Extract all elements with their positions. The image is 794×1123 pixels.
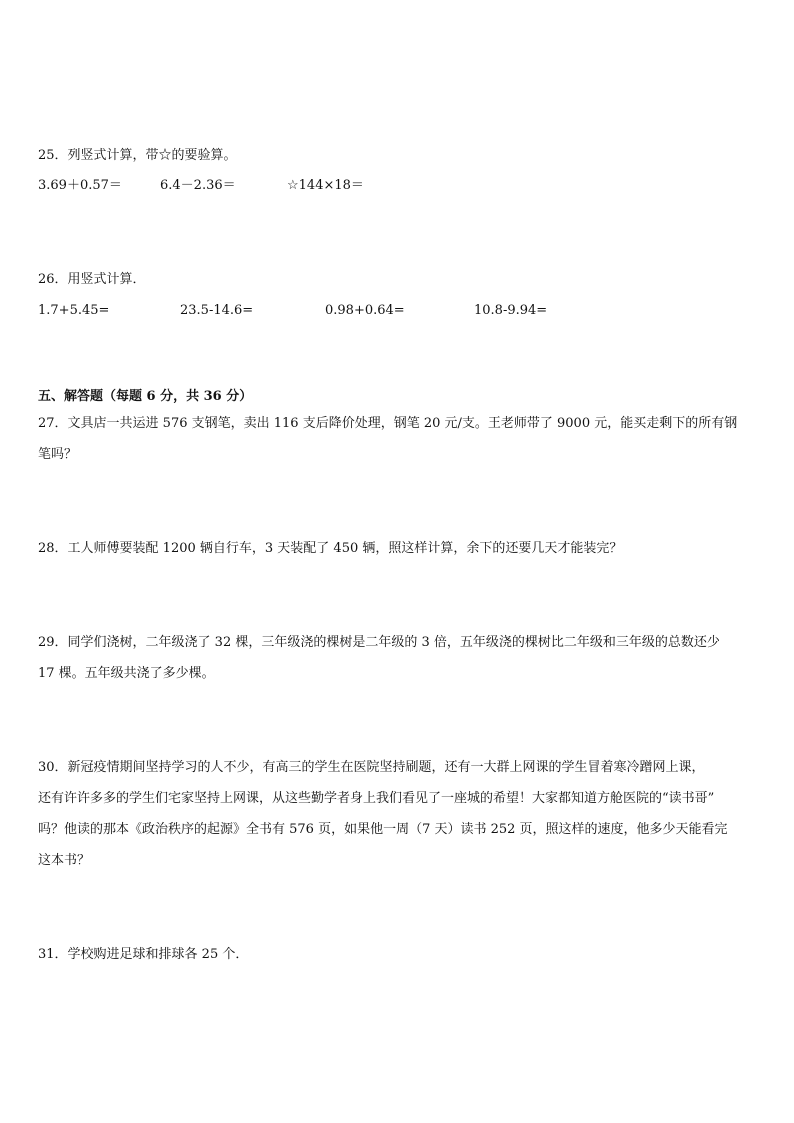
q30-line-1: 30．新冠疫情期间坚持学习的人不少，有高三的学生在医院坚持刷题，还有一大群上网课的学生冒着寒冷蹭网上课， [38,760,705,775]
q26-item-4: 10.8-9.94= [474,303,548,318]
q25-item-3: ☆144×18＝ [287,178,364,193]
q29-line-1: 29．同学们浇树，二年级浇了 32 棵，三年级浇的棵树是二年级的 3 倍，五年级浇的棵树比二年级和三年级的总数还少 [38,635,720,650]
q25-title: 25．列竖式计算，带☆的要验算。 [38,148,237,163]
q28-line-1: 28．工人师傅要装配 1200 辆自行车，3 天装配了 450 辆，照这样计算，余下的还要几天才能装完？ [38,541,623,556]
q26-item-1: 1.7+5.45= [38,303,110,318]
q29-line-2: 17 棵。五年级共浇了多少棵。 [38,666,215,681]
q30-line-3: 吗？他读的那本《政治秩序的起源》全书有 576 页，如果他一周（7 天）读书 252 页，照这样的速度，他多少天能看完 [38,822,728,837]
q27-line-2: 笔吗？ [38,447,78,462]
q26-item-2: 23.5-14.6= [180,303,254,318]
q26-title: 26．用竖式计算． [38,272,146,287]
q25-item-2: 6.4－2.36＝ [160,178,236,193]
q26-item-3: 0.98+0.64= [325,303,405,318]
q27-line-1: 27．文具店一共运进 576 支钢笔，卖出 116 支后降价处理，钢笔 20 元/支。王老师带了 9000 元，能买走剩下的所有钢 [38,416,738,431]
q30-line-2: 还有许许多多的学生们宅家坚持上网课，从这些勤学者身上我们看见了一座城的希望！大家都知道方舱医院的“读书哥” [38,791,715,806]
q31-line-1: 31．学校购进足球和排球各 25 个． [38,947,249,962]
section-heading: 五、解答题（每题 6 分，共 36 分） [38,389,253,404]
q25-item-1: 3.69＋0.57＝ [38,178,122,193]
q30-line-4: 这本书？ [38,853,91,868]
